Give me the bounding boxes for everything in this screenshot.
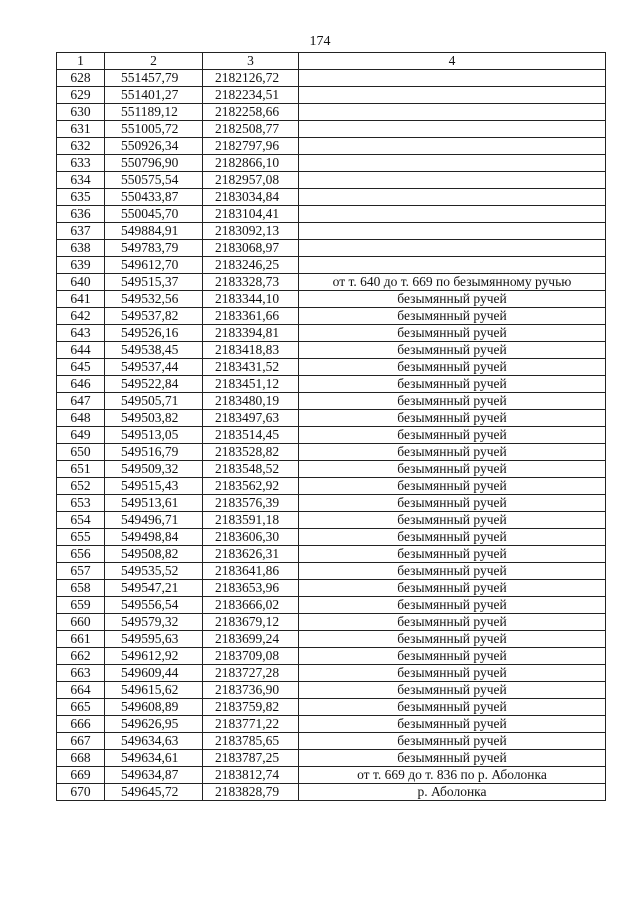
point-number-cell: 629 xyxy=(57,87,105,104)
y-coordinate-cell: 2183771,22 xyxy=(203,716,299,733)
point-number-cell: 651 xyxy=(57,461,105,478)
y-coordinate-cell: 2183548,52 xyxy=(203,461,299,478)
table-row xyxy=(57,580,606,597)
point-number-cell: 668 xyxy=(57,750,105,767)
x-coordinate-cell: 549526,16 xyxy=(105,325,203,342)
table-row xyxy=(57,121,606,138)
y-coordinate-cell: 2182866,10 xyxy=(203,155,299,172)
description-cell: р. Аболонка xyxy=(299,784,606,801)
point-number-cell: 637 xyxy=(57,223,105,240)
x-coordinate-cell: 549538,45 xyxy=(105,342,203,359)
description-cell: безымянный ручей xyxy=(299,614,606,631)
y-coordinate-cell: 2183104,41 xyxy=(203,206,299,223)
table-row xyxy=(57,359,606,376)
x-coordinate-cell: 550045,70 xyxy=(105,206,203,223)
description-cell: безымянный ручей xyxy=(299,376,606,393)
x-coordinate-cell: 549579,32 xyxy=(105,614,203,631)
table-row xyxy=(57,410,606,427)
x-coordinate-cell: 549884,91 xyxy=(105,223,203,240)
description-cell: безымянный ручей xyxy=(299,648,606,665)
header-col-3: 3 xyxy=(203,53,299,70)
description-cell xyxy=(299,223,606,240)
point-number-cell: 633 xyxy=(57,155,105,172)
x-coordinate-cell: 551401,27 xyxy=(105,87,203,104)
description-cell: от т. 669 до т. 836 по р. Аболонка xyxy=(299,767,606,784)
x-coordinate-cell: 549595,63 xyxy=(105,631,203,648)
y-coordinate-cell: 2182508,77 xyxy=(203,121,299,138)
description-cell: безымянный ручей xyxy=(299,427,606,444)
description-cell xyxy=(299,138,606,155)
x-coordinate-cell: 549626,95 xyxy=(105,716,203,733)
point-number-cell: 655 xyxy=(57,529,105,546)
table-row xyxy=(57,444,606,461)
description-cell: безымянный ручей xyxy=(299,563,606,580)
y-coordinate-cell: 2183653,96 xyxy=(203,580,299,597)
table-row xyxy=(57,189,606,206)
x-coordinate-cell: 549515,43 xyxy=(105,478,203,495)
description-cell xyxy=(299,87,606,104)
y-coordinate-cell: 2183034,84 xyxy=(203,189,299,206)
x-coordinate-cell: 549498,84 xyxy=(105,529,203,546)
table-row xyxy=(57,767,606,784)
description-cell: от т. 640 до т. 669 по безымянному ручью xyxy=(299,274,606,291)
description-cell: безымянный ручей xyxy=(299,682,606,699)
table-row xyxy=(57,750,606,767)
description-cell xyxy=(299,240,606,257)
description-cell: безымянный ручей xyxy=(299,325,606,342)
point-number-cell: 664 xyxy=(57,682,105,699)
point-number-cell: 646 xyxy=(57,376,105,393)
table-row xyxy=(57,138,606,155)
description-cell: безымянный ручей xyxy=(299,597,606,614)
point-number-cell: 642 xyxy=(57,308,105,325)
y-coordinate-cell: 2183514,45 xyxy=(203,427,299,444)
y-coordinate-cell: 2183497,63 xyxy=(203,410,299,427)
point-number-cell: 640 xyxy=(57,274,105,291)
y-coordinate-cell: 2183759,82 xyxy=(203,699,299,716)
table-row xyxy=(57,291,606,308)
point-number-cell: 639 xyxy=(57,257,105,274)
point-number-cell: 648 xyxy=(57,410,105,427)
x-coordinate-cell: 549496,71 xyxy=(105,512,203,529)
point-number-cell: 658 xyxy=(57,580,105,597)
point-number-cell: 636 xyxy=(57,206,105,223)
x-coordinate-cell: 551457,79 xyxy=(105,70,203,87)
point-number-cell: 634 xyxy=(57,172,105,189)
description-cell: безымянный ручей xyxy=(299,665,606,682)
table-row xyxy=(57,563,606,580)
y-coordinate-cell: 2182957,08 xyxy=(203,172,299,189)
table-row xyxy=(57,308,606,325)
description-cell: безымянный ручей xyxy=(299,529,606,546)
point-number-cell: 666 xyxy=(57,716,105,733)
point-number-cell: 644 xyxy=(57,342,105,359)
point-number-cell: 630 xyxy=(57,104,105,121)
table-row xyxy=(57,240,606,257)
x-coordinate-cell: 549537,44 xyxy=(105,359,203,376)
x-coordinate-cell: 549513,05 xyxy=(105,427,203,444)
x-coordinate-cell: 549634,87 xyxy=(105,767,203,784)
y-coordinate-cell: 2183328,73 xyxy=(203,274,299,291)
y-coordinate-cell: 2182126,72 xyxy=(203,70,299,87)
table-row xyxy=(57,104,606,121)
table-row xyxy=(57,427,606,444)
description-cell: безымянный ручей xyxy=(299,699,606,716)
header-col-2: 2 xyxy=(105,53,203,70)
description-cell: безымянный ручей xyxy=(299,580,606,597)
y-coordinate-cell: 2183709,08 xyxy=(203,648,299,665)
x-coordinate-cell: 549615,62 xyxy=(105,682,203,699)
x-coordinate-cell: 549535,52 xyxy=(105,563,203,580)
point-number-cell: 662 xyxy=(57,648,105,665)
y-coordinate-cell: 2183480,19 xyxy=(203,393,299,410)
description-cell xyxy=(299,121,606,138)
point-number-cell: 667 xyxy=(57,733,105,750)
x-coordinate-cell: 551005,72 xyxy=(105,121,203,138)
table-body xyxy=(57,70,606,801)
description-cell: безымянный ручей xyxy=(299,461,606,478)
point-number-cell: 663 xyxy=(57,665,105,682)
table-row xyxy=(57,597,606,614)
header-col-1: 1 xyxy=(57,53,105,70)
x-coordinate-cell: 549645,72 xyxy=(105,784,203,801)
y-coordinate-cell: 2183246,25 xyxy=(203,257,299,274)
x-coordinate-cell: 549508,82 xyxy=(105,546,203,563)
x-coordinate-cell: 549547,21 xyxy=(105,580,203,597)
point-number-cell: 656 xyxy=(57,546,105,563)
description-cell: безымянный ручей xyxy=(299,495,606,512)
table-row xyxy=(57,342,606,359)
x-coordinate-cell: 549612,70 xyxy=(105,257,203,274)
table-row xyxy=(57,546,606,563)
point-number-cell: 665 xyxy=(57,699,105,716)
x-coordinate-cell: 549522,84 xyxy=(105,376,203,393)
description-cell: безымянный ручей xyxy=(299,546,606,563)
point-number-cell: 657 xyxy=(57,563,105,580)
y-coordinate-cell: 2183606,30 xyxy=(203,529,299,546)
table-header xyxy=(57,53,606,70)
y-coordinate-cell: 2183361,66 xyxy=(203,308,299,325)
x-coordinate-cell: 549505,71 xyxy=(105,393,203,410)
y-coordinate-cell: 2183641,86 xyxy=(203,563,299,580)
point-number-cell: 647 xyxy=(57,393,105,410)
description-cell xyxy=(299,70,606,87)
y-coordinate-cell: 2183699,24 xyxy=(203,631,299,648)
description-cell: безымянный ручей xyxy=(299,342,606,359)
y-coordinate-cell: 2183727,28 xyxy=(203,665,299,682)
y-coordinate-cell: 2183451,12 xyxy=(203,376,299,393)
table-row xyxy=(57,325,606,342)
table-row xyxy=(57,648,606,665)
table-row xyxy=(57,478,606,495)
y-coordinate-cell: 2183344,10 xyxy=(203,291,299,308)
y-coordinate-cell: 2183591,18 xyxy=(203,512,299,529)
description-cell: безымянный ручей xyxy=(299,512,606,529)
description-cell: безымянный ручей xyxy=(299,308,606,325)
description-cell xyxy=(299,155,606,172)
table-row xyxy=(57,274,606,291)
x-coordinate-cell: 549609,44 xyxy=(105,665,203,682)
point-number-cell: 652 xyxy=(57,478,105,495)
header-col-4: 4 xyxy=(299,53,606,70)
table-row xyxy=(57,155,606,172)
y-coordinate-cell: 2183828,79 xyxy=(203,784,299,801)
point-number-cell: 632 xyxy=(57,138,105,155)
description-cell: безымянный ручей xyxy=(299,291,606,308)
table-row xyxy=(57,172,606,189)
table-row xyxy=(57,257,606,274)
y-coordinate-cell: 2183812,74 xyxy=(203,767,299,784)
description-cell xyxy=(299,104,606,121)
description-cell xyxy=(299,172,606,189)
x-coordinate-cell: 549634,63 xyxy=(105,733,203,750)
table-row xyxy=(57,461,606,478)
y-coordinate-cell: 2183068,97 xyxy=(203,240,299,257)
table-row xyxy=(57,682,606,699)
point-number-cell: 670 xyxy=(57,784,105,801)
description-cell xyxy=(299,206,606,223)
table-row xyxy=(57,665,606,682)
description-cell xyxy=(299,257,606,274)
point-number-cell: 653 xyxy=(57,495,105,512)
y-coordinate-cell: 2183787,25 xyxy=(203,750,299,767)
table-row xyxy=(57,206,606,223)
x-coordinate-cell: 549513,61 xyxy=(105,495,203,512)
point-number-cell: 631 xyxy=(57,121,105,138)
point-number-cell: 643 xyxy=(57,325,105,342)
point-number-cell: 659 xyxy=(57,597,105,614)
x-coordinate-cell: 549556,54 xyxy=(105,597,203,614)
x-coordinate-cell: 550926,34 xyxy=(105,138,203,155)
point-number-cell: 628 xyxy=(57,70,105,87)
table-row xyxy=(57,223,606,240)
x-coordinate-cell: 550796,90 xyxy=(105,155,203,172)
point-number-cell: 641 xyxy=(57,291,105,308)
y-coordinate-cell: 2183394,81 xyxy=(203,325,299,342)
description-cell: безымянный ручей xyxy=(299,393,606,410)
table-row xyxy=(57,733,606,750)
table-row xyxy=(57,70,606,87)
x-coordinate-cell: 549503,82 xyxy=(105,410,203,427)
description-cell: безымянный ручей xyxy=(299,478,606,495)
table-row xyxy=(57,376,606,393)
y-coordinate-cell: 2183418,83 xyxy=(203,342,299,359)
header-row xyxy=(57,53,606,70)
description-cell: безымянный ручей xyxy=(299,359,606,376)
y-coordinate-cell: 2183785,65 xyxy=(203,733,299,750)
x-coordinate-cell: 549532,56 xyxy=(105,291,203,308)
point-number-cell: 645 xyxy=(57,359,105,376)
point-number-cell: 650 xyxy=(57,444,105,461)
table-row xyxy=(57,716,606,733)
y-coordinate-cell: 2183092,13 xyxy=(203,223,299,240)
y-coordinate-cell: 2182797,96 xyxy=(203,138,299,155)
table-row xyxy=(57,699,606,716)
description-cell xyxy=(299,189,606,206)
table-row xyxy=(57,87,606,104)
y-coordinate-cell: 2183431,52 xyxy=(203,359,299,376)
description-cell: безымянный ручей xyxy=(299,733,606,750)
y-coordinate-cell: 2183666,02 xyxy=(203,597,299,614)
x-coordinate-cell: 549537,82 xyxy=(105,308,203,325)
table-row xyxy=(57,512,606,529)
x-coordinate-cell: 549509,32 xyxy=(105,461,203,478)
table-row xyxy=(57,495,606,512)
x-coordinate-cell: 550433,87 xyxy=(105,189,203,206)
x-coordinate-cell: 549608,89 xyxy=(105,699,203,716)
point-number-cell: 660 xyxy=(57,614,105,631)
y-coordinate-cell: 2183736,90 xyxy=(203,682,299,699)
table-row xyxy=(57,529,606,546)
x-coordinate-cell: 549516,79 xyxy=(105,444,203,461)
y-coordinate-cell: 2183528,82 xyxy=(203,444,299,461)
coordinates-table xyxy=(56,52,606,801)
description-cell: безымянный ручей xyxy=(299,631,606,648)
table-row xyxy=(57,614,606,631)
x-coordinate-cell: 551189,12 xyxy=(105,104,203,121)
description-cell: безымянный ручей xyxy=(299,716,606,733)
y-coordinate-cell: 2183626,31 xyxy=(203,546,299,563)
point-number-cell: 638 xyxy=(57,240,105,257)
x-coordinate-cell: 549783,79 xyxy=(105,240,203,257)
point-number-cell: 654 xyxy=(57,512,105,529)
y-coordinate-cell: 2183562,92 xyxy=(203,478,299,495)
x-coordinate-cell: 549634,61 xyxy=(105,750,203,767)
point-number-cell: 635 xyxy=(57,189,105,206)
table-row xyxy=(57,631,606,648)
y-coordinate-cell: 2183576,39 xyxy=(203,495,299,512)
y-coordinate-cell: 2182234,51 xyxy=(203,87,299,104)
description-cell: безымянный ручей xyxy=(299,750,606,767)
y-coordinate-cell: 2183679,12 xyxy=(203,614,299,631)
x-coordinate-cell: 550575,54 xyxy=(105,172,203,189)
y-coordinate-cell: 2182258,66 xyxy=(203,104,299,121)
point-number-cell: 669 xyxy=(57,767,105,784)
page-number: 174 xyxy=(309,34,331,49)
x-coordinate-cell: 549515,37 xyxy=(105,274,203,291)
table-row xyxy=(57,784,606,801)
description-cell: безымянный ручей xyxy=(299,444,606,461)
description-cell: безымянный ручей xyxy=(299,410,606,427)
point-number-cell: 661 xyxy=(57,631,105,648)
point-number-cell: 649 xyxy=(57,427,105,444)
x-coordinate-cell: 549612,92 xyxy=(105,648,203,665)
table-row xyxy=(57,393,606,410)
